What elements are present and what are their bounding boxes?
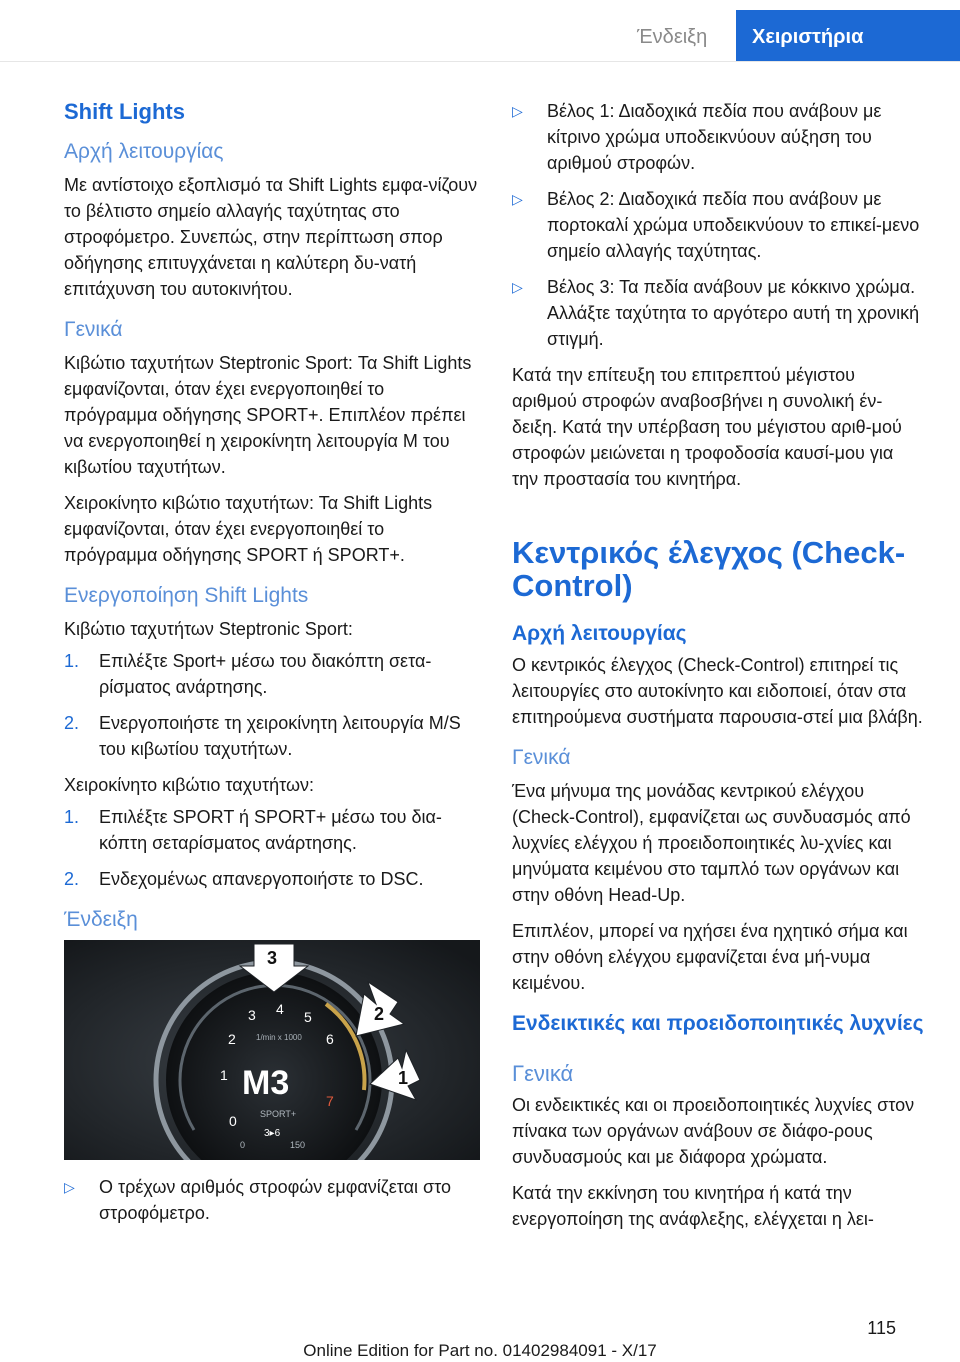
header-divider (0, 61, 960, 62)
activation-intro: Κιβώτιο ταχυτήτων Steptronic Sport: (64, 619, 353, 639)
cc-general-paragraph-1: Ένα μήνυμα της μονάδας κεντρικού ελέγχου (Check-Control), εμφανίζεται ως συνδυασμός από λυχνίες ελέγχου ή προειδοποιητικές λυ‐χνίες και μηνύματα κειμένου στο ταμπλό των οργάνων και στην οθόνη Head-Up. (512, 781, 911, 905)
triangle-bullet-icon: ▷ (512, 279, 523, 295)
triangle-bullet-icon: ▷ (512, 103, 523, 119)
tick-label: 7 (326, 1093, 334, 1109)
tick-label: 1 (220, 1067, 228, 1083)
principle-text: Με αντίστοιχο εξοπλισμό τα Shift Lights εμφα‐νίζουν το βέλτιστο σημείο αλλαγής ταχύτητας στο στροφόμετρο. Συνεπώς, στην περίπτωση σπορ οδήγησης επιτυγχάνεται η καλύτερη δυ‐νατή επιτάχυνση του αυτοκινήτου. (64, 175, 478, 299)
tick-label: 0 (229, 1113, 237, 1129)
list-item: 1. Επιλέξτε SPORT ή SPORT+ μέσω του δια‐κόπτη σεταρίσματος ανάρτησης. (64, 807, 442, 853)
right-column (512, 98, 924, 1242)
edition-footer: Online Edition for Part no. 01402984091 - X/17 (303, 1341, 657, 1360)
tachometer-illustration (64, 940, 480, 1160)
general-paragraph-1: Κιβώτιο ταχυτήτων Steptronic Sport: Τα Shift Lights εμφανίζονται, όταν έχει ενεργοποιηθεί το πρόγραμμα οδήγησης SPORT+. Επιπλέον πρέπει να ενεργοποιηθεί η χειροκίνητη λειτουργία M του κιβωτίου ταχυτήτων. (64, 353, 472, 477)
tick-label: 4 (276, 1001, 284, 1017)
list-item: ▷ Βέλος 2: Διαδοχικά πεδία που ανάβουν με πορτοκαλί χρώμα υποδεικνύουν το επικεί‐μενο σημείο αλλαγής ταχύτητας. (512, 186, 924, 264)
cc-principle-text: Ο κεντρικός έλεγχος (Check-Control) επιτηρεί τις λειτουργίες στο αυτοκίνητο και ειδοποιεί, όταν στα επιτηρούμενα συστήματα παρουσια‐στεί μια βλάβη. (512, 655, 923, 727)
tick-label: 3 (248, 1007, 256, 1023)
heading-cc-general: Γενικά (512, 746, 571, 769)
steps-list-manual (64, 804, 482, 892)
general-paragraph-2: Χειροκίνητο κιβώτιο ταχυτήτων: Τα Shift Lights εμφανίζονται, όταν έχει ενεργοποιηθεί το πρόγραμμα οδήγησης SPORT ή SPORT+. (64, 493, 433, 565)
arrow-explanation-list (512, 98, 924, 352)
section-title-check-control: Κεντρικός έλεγχος (Check-Control) (512, 535, 906, 603)
tachometer-figure (64, 940, 480, 1160)
sport-mode-label: SPORT+ (260, 1109, 297, 1119)
tab-indication[interactable]: Ένδειξη (637, 26, 708, 48)
rpm-unit-label: 1/min x 1000 (256, 1033, 302, 1042)
list-item: 1. Επιλέξτε Sport+ μέσω του διακόπτη σετα‐ρίσματος ανάρτησης. (64, 651, 432, 697)
steps-list-steptronic (64, 648, 482, 762)
heading-activation: Ενεργοποίηση Shift Lights (64, 584, 309, 607)
figure-caption-list (64, 1174, 482, 1226)
rev-limit-text: Κατά την επίτευξη του επιτρεπτού μέγιστου αριθμού στροφών αναβοσβήνει η συνολική έν‐δειξη. Κατά την υπέρβαση του μέγιστου αριθ‐μού στροφών μειώνεται η τροφοδοσία καυσί‐μου για την προστασία του κινητήρα. (512, 365, 902, 489)
heading-display: Ένδειξη (64, 908, 138, 931)
heading-lamps-general: Γενικά (512, 1061, 574, 1086)
manual-intro: Χειροκίνητο κιβώτιο ταχυτήτων: (64, 775, 315, 795)
list-item: ▷ Βέλος 1: Διαδοχικά πεδία που ανάβουν με κίτρινο χρώμα υποδεικνύουν αύξηση του αριθμού στροφών. (512, 98, 924, 176)
svg-text:2: 2 (374, 1004, 385, 1024)
left-column (64, 98, 482, 1236)
gauge-model-label: M3 (242, 1064, 290, 1102)
header-bar (0, 0, 960, 62)
lamps-paragraph-2: Κατά την εκκίνηση του κινητήρα ή κατά την ενεργοποίηση της ανάφλεξης, ελέγχεται η λει‐ (512, 1183, 874, 1229)
triangle-bullet-icon: ▷ (512, 191, 523, 207)
heading-principle: Αρχή λειτουργίας (64, 140, 224, 163)
cc-general-paragraph-2: Επιπλέον, μπορεί να ηχήσει ένα ηχητικό σήμα και στην οθόνη ελέγχου εμφανίζεται ένα μή‐νυμα κειμένου. (512, 921, 908, 993)
tick-label: 6 (326, 1031, 334, 1047)
speed-tick: 150 (290, 1140, 306, 1150)
svg-text:1: 1 (398, 1068, 409, 1088)
svg-text:3: 3 (267, 948, 278, 968)
list-item: 2. Ενδεχομένως απανεργοποιήστε το DSC. (64, 869, 424, 889)
lamps-paragraph-1: Οι ενδεικτικές και οι προειδοποιητικές λυχνίες στον πίνακα των οργάνων ανάβουν σε διάφο‐ρους συνδυασμούς και με διάφορα χρώματα. (512, 1095, 915, 1167)
speed-tick: 0 (240, 1140, 246, 1150)
tick-label: 2 (228, 1031, 236, 1047)
gear-indicator: 3▸6 (264, 1128, 281, 1139)
section-title-shift-lights: Shift Lights (64, 99, 185, 124)
heading-lamps: Ενδεικτικές και προειδοποιητικές λυχνίες (512, 1012, 924, 1035)
list-item: ▷ Ο τρέχων αριθμός στροφών εμφανίζεται στο στροφόμετρο. (64, 1174, 482, 1226)
tab-controls[interactable]: Χειριστήρια (736, 10, 960, 62)
triangle-bullet-icon: ▷ (64, 1179, 75, 1195)
list-item: 2. Ενεργοποιήστε τη χειροκίνητη λειτουργία M/S του κιβωτίου ταχυτήτων. (64, 713, 461, 759)
tick-label: 5 (304, 1009, 312, 1025)
list-item: ▷ Βέλος 3: Τα πεδία ανάβουν με κόκκινο χρώμα. Αλλάξτε ταχύτητα το αργότερο αυτή τη χρονική στιγμή. (512, 274, 924, 352)
heading-cc-principle: Αρχή λειτουργίας (512, 622, 687, 645)
heading-general: Γενικά (64, 318, 123, 341)
page-number: 115 (867, 1318, 896, 1338)
